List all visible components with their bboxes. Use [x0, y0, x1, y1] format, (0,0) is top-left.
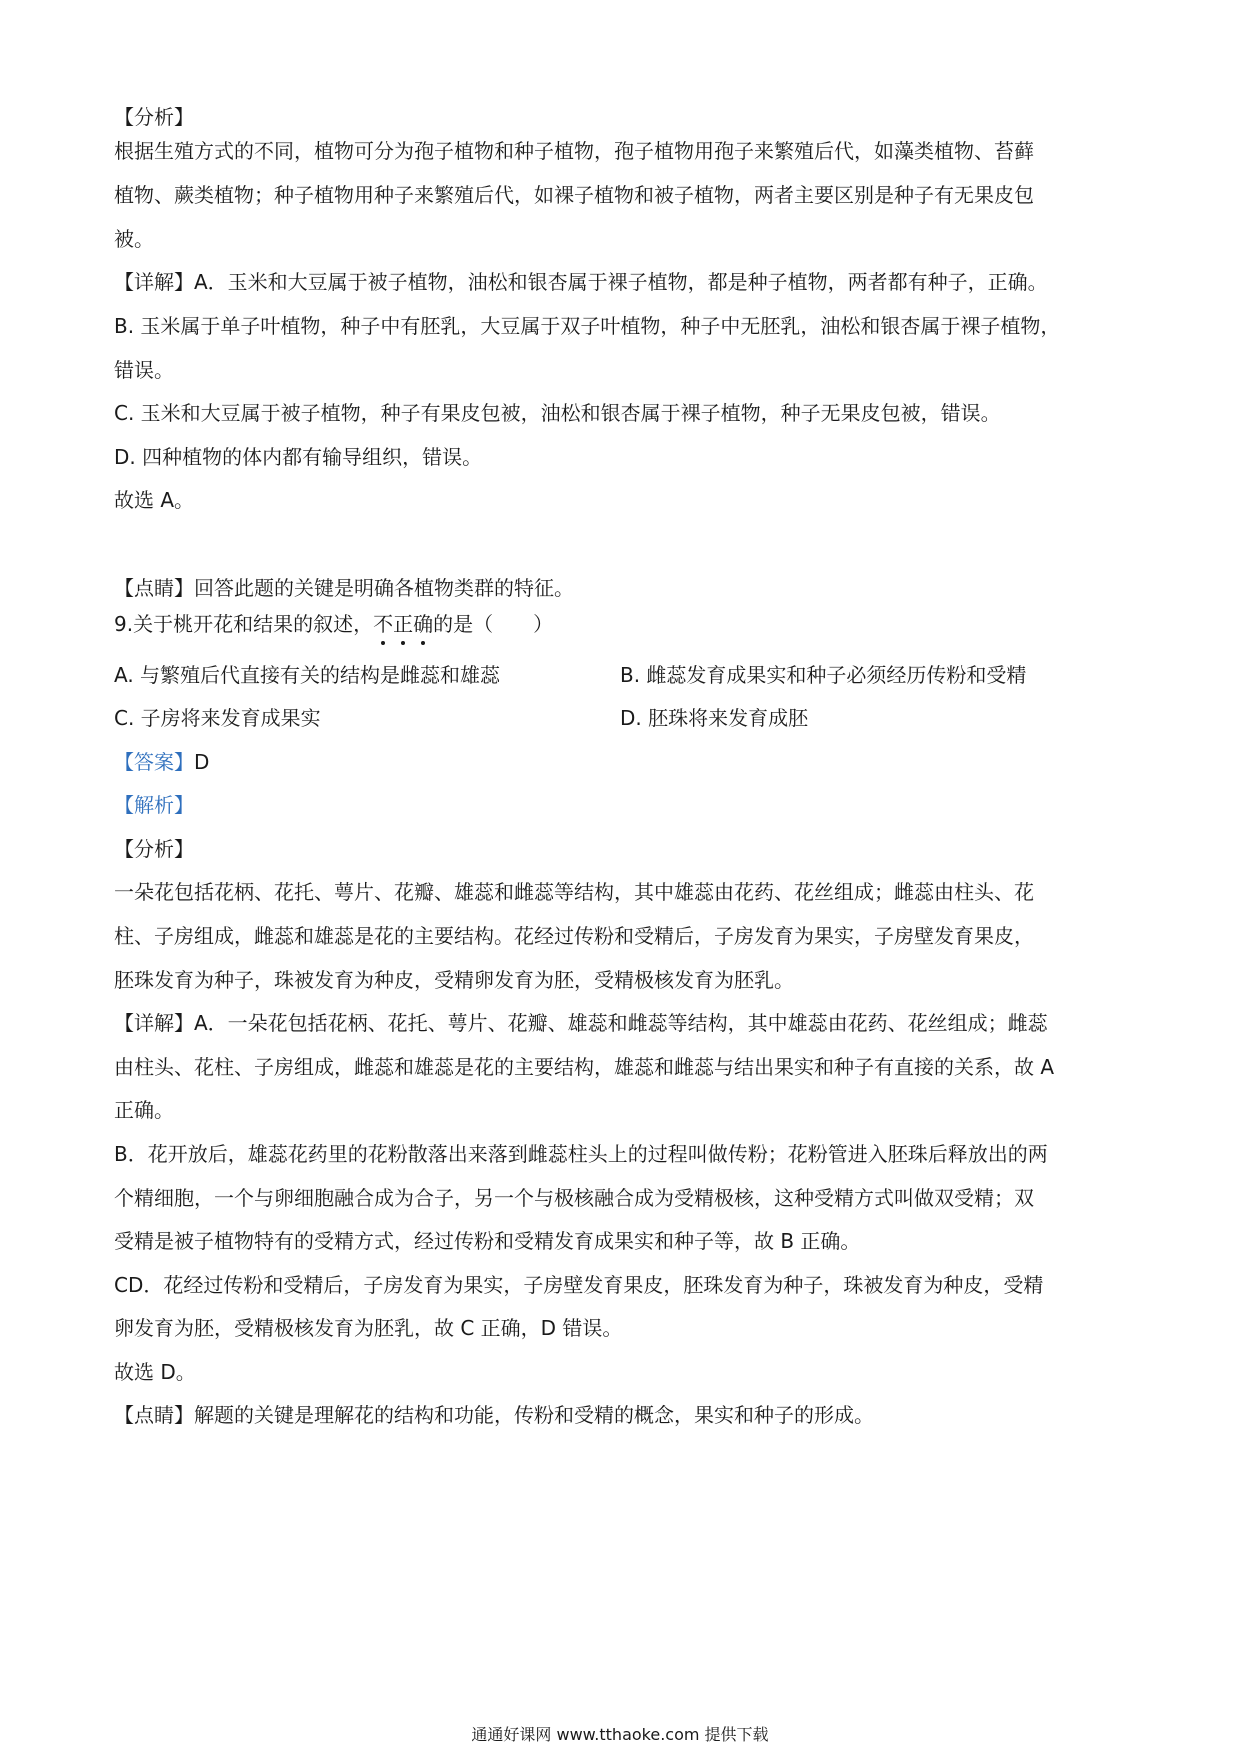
analysis-line: 柱、子房组成，雌蕊和雄蕊是花的主要结构。花经过传粉和受精后，子房发育为果实，子房壁发育果皮， — [114, 924, 1034, 948]
answer-label: 【答案】 — [114, 750, 194, 774]
comment-line: 【点睛】解题的关键是理解花的结构和功能，传粉和受精的概念，果实和种子的形成。 — [114, 1403, 874, 1427]
detail-line: B．花开放后，雄蕊花药里的花粉散落出来落到雌蕊柱头上的过程叫做传粉；花粉管进入胚珠后释放出的两 — [114, 1142, 1048, 1166]
conclusion-line: 故选 D。 — [114, 1360, 196, 1384]
emphasis-char: 正 — [393, 612, 414, 636]
analysis-heading: 【分析】 — [114, 105, 194, 129]
option-d: D. 胚珠将来发育成胚 — [620, 706, 809, 730]
detail-line: 卵发育为胚，受精极核发育为胚乳，故 C 正确，D 错误。 — [114, 1316, 623, 1340]
detail-line: 【详解】A．玉米和大豆属于被子植物，油松和银杏属于裸子植物，都是种子植物，两者都有种子，正确。 — [114, 270, 1048, 294]
question-stem — [114, 610, 1134, 638]
answer-line — [114, 748, 1134, 776]
detail-line: 【详解】A．一朵花包括花柄、花托、萼片、花瓣、雄蕊和雌蕊等结构，其中雄蕊由花药、花丝组成；雌蕊 — [114, 1011, 1048, 1035]
detail-line: C. 玉米和大豆属于被子植物，种子有果皮包被，油松和银杏属于裸子植物，种子无果皮包被，错误。 — [114, 401, 1001, 425]
detail-line: 错误。 — [114, 358, 174, 382]
page-footer: 通通好课网 www.tthaoke.com 提供下载 — [471, 1725, 769, 1744]
option-b: B. 雌蕊发育成果实和种子必须经历传粉和受精 — [620, 663, 1027, 687]
detail-line: 个精细胞，一个与卵细胞融合成为合子，另一个与极核融合成为受精极核，这种受精方式叫做双受精；双 — [114, 1186, 1034, 1210]
answer-value: D — [194, 750, 210, 774]
emphasis-char: 确 — [413, 612, 434, 636]
detail-line: CD．花经过传粉和受精后，子房发育为果实，子房壁发育果皮，胚珠发育为种子，珠被发育为种皮，受精 — [114, 1273, 1044, 1297]
option-c: C. 子房将来发育成果实 — [114, 706, 321, 730]
detail-line: B. 玉米属于单子叶植物，种子中有胚乳，大豆属于双子叶植物，种子中无胚乳，油松和银杏属于裸子植物， — [114, 314, 1061, 338]
comment-line: 【点睛】回答此题的关键是明确各植物类群的特征。 — [114, 576, 574, 600]
analysis-line: 被。 — [114, 227, 154, 251]
analysis-heading: 【分析】 — [114, 837, 194, 861]
question-stem-end: 的是（ ） — [433, 612, 554, 636]
analysis-line: 胚珠发育为种子，珠被发育为种皮，受精卵发育为胚，受精极核发育为胚乳。 — [114, 968, 794, 992]
question-stem-start: 9.关于桃开花和结果的叙述， — [114, 612, 374, 636]
detail-line: D. 四种植物的体内都有输导组织，错误。 — [114, 445, 483, 469]
emphasis-char: 不 — [373, 612, 394, 636]
detail-line: 受精是被子植物特有的受精方式，经过传粉和受精发育成果实和种子等，故 B 正确。 — [114, 1229, 861, 1253]
explain-label: 【解析】 — [114, 793, 194, 817]
option-a: A. 与繁殖后代直接有关的结构是雌蕊和雄蕊 — [114, 663, 501, 687]
analysis-line: 根据生殖方式的不同，植物可分为孢子植物和种子植物，孢子植物用孢子来繁殖后代，如藻类植物、苔藓 — [114, 139, 1034, 163]
detail-line: 正确。 — [114, 1098, 174, 1122]
analysis-line: 植物、蕨类植物；种子植物用种子来繁殖后代，如裸子植物和被子植物，两者主要区别是种子有无果皮包 — [114, 183, 1034, 207]
detail-line: 由柱头、花柱、子房组成，雌蕊和雄蕊是花的主要结构，雄蕊和雌蕊与结出果实和种子有直接的关系，故 A — [114, 1055, 1055, 1079]
conclusion-line: 故选 A。 — [114, 488, 195, 512]
analysis-line: 一朵花包括花柄、花托、萼片、花瓣、雄蕊和雌蕊等结构，其中雄蕊由花药、花丝组成；雌蕊由柱头、花 — [114, 880, 1034, 904]
